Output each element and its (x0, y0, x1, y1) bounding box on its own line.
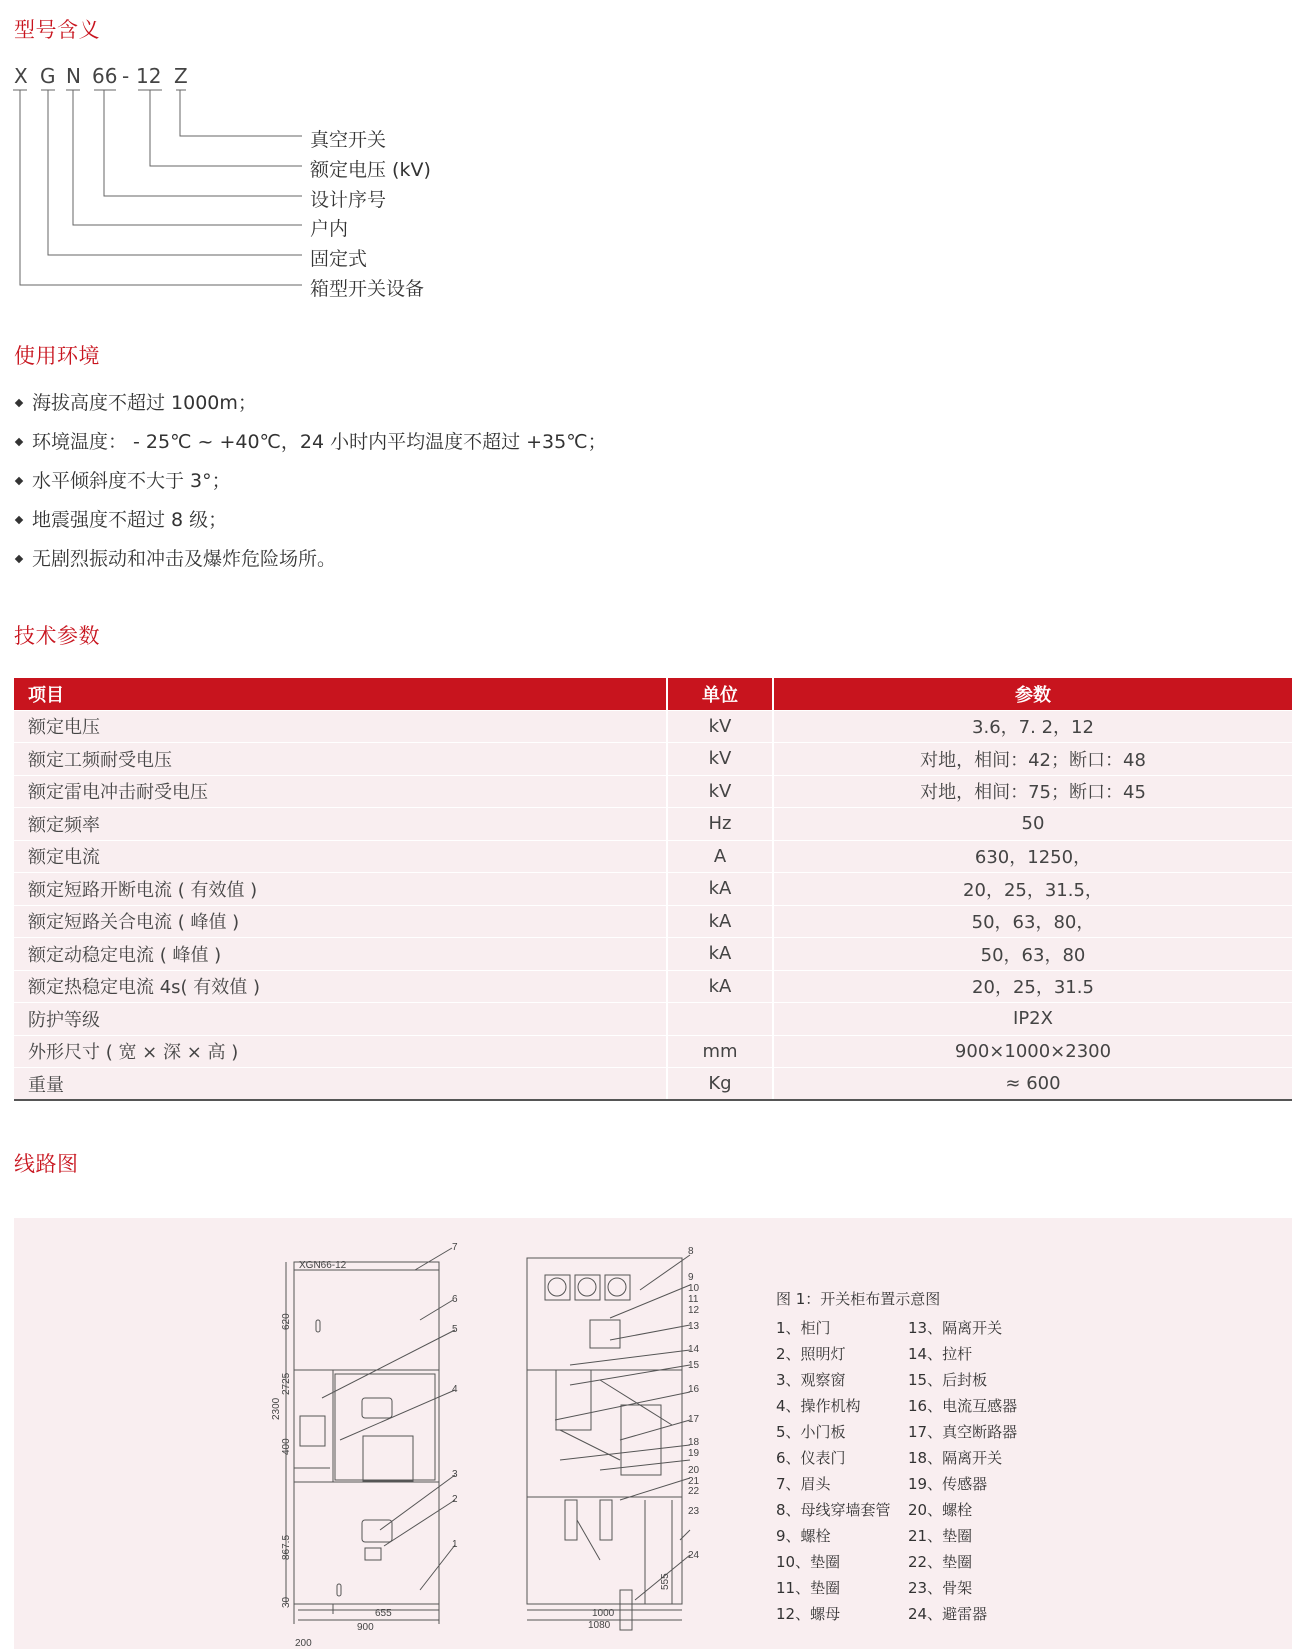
environment-list (14, 390, 607, 585)
table-row (14, 1003, 1292, 1036)
param-value-cell: ≈ 600 (773, 1068, 1292, 1101)
legend-item: 11、垫圈 (776, 1579, 841, 1597)
param-unit-cell: kA (667, 938, 773, 971)
dim-h1: 620 (281, 1313, 292, 1330)
param-name-cell: 重量 (14, 1068, 667, 1101)
legend-item: 13、隔离开关 (908, 1319, 1003, 1337)
model-label-fixed: 固定式 (310, 248, 368, 270)
param-unit-cell: kA (667, 873, 773, 906)
table-row (14, 873, 1292, 906)
param-value-cell: 3.6，7. 2，12 (773, 710, 1292, 743)
legend-item: 1、柜门 (776, 1319, 831, 1337)
table-row (14, 775, 1292, 808)
part-number-label: 20 (688, 1465, 700, 1476)
legend-item: 3、观察窗 (776, 1371, 846, 1389)
legend-item: 9、螺栓 (776, 1527, 831, 1545)
model-label-box-switchgear: 箱型开关设备 (310, 278, 425, 300)
param-name-cell: 额定短路开断电流 ( 有效值 ) (14, 873, 667, 906)
model-code-z: Z (174, 64, 188, 88)
legend-item: 17、真空断路器 (908, 1423, 1018, 1441)
param-value-cell: 50，63，80 (773, 938, 1292, 971)
legend-item: 18、隔离开关 (908, 1449, 1003, 1467)
model-code-n: N (66, 64, 81, 88)
param-value-cell: 20，25，31.5， (773, 873, 1292, 906)
param-name-cell: 防护等级 (14, 1003, 667, 1036)
param-name-cell: 额定热稳定电流 4s( 有效值 ) (14, 970, 667, 1003)
legend-item: 7、眉头 (776, 1475, 831, 1493)
part-number-label: 7 (452, 1242, 458, 1253)
part-number-label: 12 (688, 1305, 700, 1316)
environment-item: 地震强度不超过 8 级； (14, 507, 607, 546)
dim-h2: 2725 (281, 1372, 292, 1395)
legend-item: 4、操作机构 (776, 1397, 861, 1415)
table-row (14, 970, 1292, 1003)
part-number-label: 5 (452, 1324, 458, 1335)
param-name-cell: 外形尺寸 ( 宽 × 深 × 高 ) (14, 1035, 667, 1068)
legend-item: 12、螺母 (776, 1605, 841, 1623)
legend-item: 23、骨架 (908, 1579, 973, 1597)
param-value-cell: 50，63，80， (773, 905, 1292, 938)
part-number-label: 15 (688, 1360, 700, 1371)
diagram-panel (14, 1218, 1292, 1649)
dim-total-height: 2300 (271, 1397, 282, 1420)
part-number-label: 10 (688, 1283, 700, 1294)
part-number-label: 19 (688, 1448, 700, 1459)
param-unit-cell: kV (667, 743, 773, 776)
part-number-label: 13 (688, 1321, 700, 1332)
legend-right-column (908, 1318, 1017, 1630)
model-label-vacuum-switch: 真空开关 (310, 129, 387, 151)
param-unit-cell: Hz (667, 808, 773, 841)
part-number-label: 4 (452, 1384, 458, 1395)
model-code-12: 12 (136, 64, 162, 88)
model-label-design-number: 设计序号 (310, 189, 387, 211)
param-name-cell: 额定动稳定电流 ( 峰值 ) (14, 938, 667, 971)
dim-w-total: 900 (357, 1622, 374, 1633)
table-row (14, 840, 1292, 873)
param-name-cell: 额定频率 (14, 808, 667, 841)
figure-title: 图 1：开关柜布置示意图 (776, 1290, 941, 1308)
part-number-label: 16 (688, 1384, 700, 1395)
model-label-indoor: 户内 (310, 218, 349, 240)
model-code-dash: - (122, 64, 130, 88)
legend-item: 24、避雷器 (908, 1605, 988, 1623)
param-unit-cell (667, 1003, 773, 1036)
param-value-cell: 900×1000×2300 (773, 1035, 1292, 1068)
legend-item: 16、电流互感器 (908, 1397, 1018, 1415)
part-number-label: 24 (688, 1550, 700, 1561)
legend-item: 8、母线穿墙套管 (776, 1501, 891, 1519)
param-unit-cell: mm (667, 1035, 773, 1068)
environment-item: 水平倾斜度不大于 3°； (14, 468, 607, 507)
param-value-cell: 对地，相间：42；断口：48 (773, 743, 1292, 776)
circuit-title: 线路图 (14, 1152, 79, 1176)
tech-params-title: 技术参数 (14, 624, 100, 648)
table-row (14, 1068, 1292, 1101)
param-unit-cell: kV (667, 775, 773, 808)
cabinet-model-label: XGN66-12 (299, 1260, 347, 1271)
param-name-cell: 额定短路关合电流 ( 峰值 ) (14, 905, 667, 938)
table-row (14, 1035, 1292, 1068)
table-row (14, 743, 1292, 776)
table-header-row (14, 678, 1292, 710)
model-label-rated-voltage: 额定电压 (kV) (310, 159, 431, 181)
part-number-label: 2 (452, 1494, 458, 1505)
dim-side-h: 555 (660, 1573, 671, 1590)
part-number-label: 22 (688, 1486, 700, 1497)
model-code-g: G (40, 64, 56, 88)
param-unit-cell: kA (667, 905, 773, 938)
legend-item: 20、螺栓 (908, 1501, 973, 1519)
header-unit: 单位 (667, 678, 773, 710)
model-meaning-title: 型号含义 (14, 18, 100, 42)
table-row (14, 808, 1292, 841)
dim-side-w2: 1080 (588, 1620, 611, 1631)
part-number-label: 8 (688, 1246, 694, 1257)
param-name-cell: 额定工频耐受电压 (14, 743, 667, 776)
param-name-cell: 额定电流 (14, 840, 667, 873)
header-item: 项目 (14, 678, 667, 710)
part-number-label: 3 (452, 1469, 458, 1480)
part-number-label: 14 (688, 1344, 700, 1355)
table-row (14, 938, 1292, 971)
param-name-cell: 额定雷电冲击耐受电压 (14, 775, 667, 808)
param-value-cell: IP2X (773, 1003, 1292, 1036)
environment-item: 无剧烈振动和冲击及爆炸危险场所。 (14, 546, 607, 585)
legend-item: 15、后封板 (908, 1371, 988, 1389)
environment-title: 使用环境 (14, 344, 100, 368)
part-number-label: 18 (688, 1437, 700, 1448)
part-number-label: 9 (688, 1272, 694, 1283)
legend-item: 14、拉杆 (908, 1345, 973, 1363)
legend-item: 21、垫圈 (908, 1527, 973, 1545)
part-number-label: 21 (688, 1476, 700, 1487)
dim-w2: 655 (375, 1608, 392, 1619)
param-unit-cell: A (667, 840, 773, 873)
legend-item: 22、垫圈 (908, 1553, 973, 1571)
legend-left-column (776, 1318, 891, 1630)
table-row (14, 710, 1292, 743)
param-value-cell: 50 (773, 808, 1292, 841)
legend-item: 6、仪表门 (776, 1449, 846, 1467)
legend-item: 10、垫圈 (776, 1553, 841, 1571)
part-number-label: 17 (688, 1414, 700, 1425)
param-unit-cell: kA (667, 970, 773, 1003)
part-number-label: 1 (452, 1539, 458, 1550)
part-number-label: 6 (452, 1294, 458, 1305)
model-code-66: 66 (92, 64, 118, 88)
param-value-cell: 20，25，31.5 (773, 970, 1292, 1003)
dim-h3: 400 (281, 1438, 292, 1455)
legend-item: 5、小门板 (776, 1423, 846, 1441)
legend-item: 2、照明灯 (776, 1345, 846, 1363)
dim-h5: 30 (281, 1596, 292, 1608)
dim-h4: 867.5 (281, 1534, 292, 1560)
model-code-x: X (14, 64, 28, 88)
dim-side-w1: 1000 (592, 1608, 615, 1619)
param-name-cell: 额定电压 (14, 710, 667, 743)
param-value-cell: 630，1250， (773, 840, 1292, 873)
table-row (14, 905, 1292, 938)
header-param: 参数 (773, 678, 1292, 710)
param-unit-cell: kV (667, 710, 773, 743)
part-number-label: 23 (688, 1506, 700, 1517)
environment-item: 海拔高度不超过 1000m； (14, 390, 607, 429)
part-number-label: 11 (688, 1294, 699, 1305)
dim-w1: 200 (295, 1638, 312, 1649)
param-value-cell: 对地，相间：75；断口：45 (773, 775, 1292, 808)
environment-item: 环境温度： - 25℃ ~ +40℃，24 小时内平均温度不超过 +35℃； (14, 429, 607, 468)
param-unit-cell: Kg (667, 1068, 773, 1101)
legend-item: 19、传感器 (908, 1475, 988, 1493)
tech-params-table (14, 678, 1292, 1101)
